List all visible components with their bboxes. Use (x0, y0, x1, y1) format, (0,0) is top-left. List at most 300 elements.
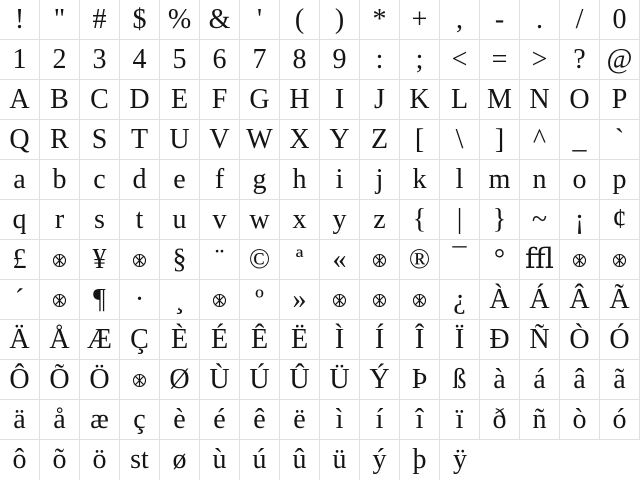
glyph-cell[interactable] (280, 160, 320, 200)
glyph: . (536, 4, 543, 35)
glyph-cell[interactable] (280, 280, 320, 320)
glyph-cell[interactable] (320, 120, 360, 160)
glyph: I (334, 84, 345, 115)
glyph: 8 (292, 44, 307, 75)
glyph: k (412, 164, 427, 195)
glyph-cell[interactable] (480, 120, 520, 160)
glyph: O (569, 84, 590, 115)
glyph-cell[interactable] (400, 320, 440, 360)
glyph: V (209, 124, 230, 155)
glyph-cell[interactable] (0, 240, 40, 280)
glyph: J (374, 84, 385, 115)
glyph-cell[interactable] (440, 240, 480, 280)
glyph-cell[interactable] (120, 240, 160, 280)
glyph-cell[interactable] (40, 200, 80, 240)
glyph: ¸ (174, 284, 185, 315)
glyph-cell[interactable] (200, 0, 240, 40)
glyph-cell[interactable] (400, 160, 440, 200)
glyph-cell[interactable] (0, 280, 40, 320)
glyph-cell[interactable] (600, 360, 640, 400)
glyph-cell[interactable] (120, 320, 160, 360)
glyph-cell[interactable] (400, 80, 440, 120)
glyph: w (249, 204, 270, 235)
glyph-cell[interactable] (40, 80, 80, 120)
glyph: 1 (12, 44, 27, 75)
glyph-cell[interactable] (120, 40, 160, 80)
glyph-cell[interactable] (320, 160, 360, 200)
glyph-cell[interactable] (120, 200, 160, 240)
glyph-cell[interactable] (80, 400, 120, 440)
glyph-cell[interactable] (400, 200, 440, 240)
glyph: ü (332, 444, 347, 475)
glyph: A (9, 84, 30, 115)
glyph-cell[interactable] (40, 360, 80, 400)
glyph: g (252, 164, 267, 195)
glyph-cell[interactable] (40, 280, 80, 320)
glyph-cell[interactable] (240, 0, 280, 40)
glyph-cell[interactable] (0, 160, 40, 200)
glyph-cell[interactable] (520, 120, 560, 160)
glyph-cell[interactable] (240, 200, 280, 240)
glyph-cell[interactable] (440, 160, 480, 200)
glyph-cell[interactable] (320, 240, 360, 280)
glyph: Â (569, 284, 590, 315)
glyph: Ø (169, 364, 190, 395)
glyph: ÿ (453, 444, 467, 475)
glyph: ﬄ (525, 244, 554, 275)
glyph-cell[interactable] (600, 240, 640, 280)
glyph-cell[interactable] (240, 280, 280, 320)
glyph-cell[interactable] (320, 280, 360, 320)
glyph-cell[interactable] (520, 80, 560, 120)
glyph-cell[interactable] (280, 40, 320, 80)
glyph-cell[interactable] (40, 400, 80, 440)
glyph: T (130, 124, 149, 155)
glyph-cell[interactable] (200, 320, 240, 360)
glyph-cell[interactable] (280, 0, 320, 40)
glyph-cell[interactable] (0, 0, 40, 40)
glyph: â (573, 364, 586, 395)
glyph-cell[interactable] (600, 0, 640, 40)
glyph-cell[interactable] (600, 160, 640, 200)
glyph-cell[interactable] (0, 120, 40, 160)
notdef-icon (132, 253, 147, 268)
glyph-cell[interactable] (440, 400, 480, 440)
glyph-cell[interactable] (600, 400, 640, 440)
glyph: st (130, 444, 149, 475)
glyph-cell[interactable] (320, 360, 360, 400)
glyph-cell[interactable] (520, 200, 560, 240)
glyph: / (575, 4, 584, 35)
glyph-cell[interactable] (200, 400, 240, 440)
glyph: û (292, 444, 307, 475)
glyph-cell[interactable] (320, 80, 360, 120)
glyph: à (493, 364, 506, 395)
glyph-cell[interactable] (520, 400, 560, 440)
glyph-cell[interactable] (160, 40, 200, 80)
glyph-cell[interactable] (480, 240, 520, 280)
glyph-cell[interactable] (360, 280, 400, 320)
glyph-cell[interactable] (160, 320, 200, 360)
glyph-cell[interactable] (520, 160, 560, 200)
glyph-cell[interactable] (240, 80, 280, 120)
glyph-cell[interactable] (120, 360, 160, 400)
glyph: # (92, 4, 107, 35)
glyph-cell[interactable] (520, 40, 560, 80)
glyph-cell[interactable] (480, 320, 520, 360)
glyph-cell[interactable] (0, 80, 40, 120)
glyph-cell[interactable] (80, 120, 120, 160)
glyph: Ä (9, 324, 30, 355)
empty-cell (560, 440, 600, 480)
glyph: q (12, 204, 27, 235)
glyph: ^ (532, 124, 547, 155)
glyph-cell[interactable] (160, 80, 200, 120)
glyph-cell[interactable] (360, 240, 400, 280)
glyph-cell[interactable] (240, 320, 280, 360)
glyph: Y (329, 124, 350, 155)
glyph-cell[interactable] (400, 400, 440, 440)
glyph-cell[interactable] (400, 120, 440, 160)
glyph-cell[interactable] (360, 400, 400, 440)
glyph-cell[interactable] (80, 0, 120, 40)
glyph-cell[interactable] (280, 200, 320, 240)
glyph-cell[interactable] (440, 80, 480, 120)
glyph-cell[interactable] (480, 280, 520, 320)
glyph: ® (408, 244, 431, 275)
glyph: Ë (290, 324, 309, 355)
glyph-cell[interactable] (520, 360, 560, 400)
glyph: } (492, 204, 507, 235)
glyph: £ (12, 244, 27, 275)
glyph: ï (455, 404, 464, 435)
glyph: U (169, 124, 190, 155)
glyph: Þ (411, 364, 428, 395)
glyph-cell[interactable] (560, 360, 600, 400)
glyph: ¥ (92, 244, 107, 275)
glyph-cell[interactable] (40, 0, 80, 40)
glyph: ø (172, 444, 187, 475)
glyph: 3 (92, 44, 107, 75)
glyph: í (375, 404, 384, 435)
glyph: Ò (569, 324, 590, 355)
glyph-cell[interactable] (360, 160, 400, 200)
glyph-cell[interactable] (400, 0, 440, 40)
glyph-cell[interactable] (120, 280, 160, 320)
glyph-cell[interactable] (320, 200, 360, 240)
glyph-cell[interactable] (360, 360, 400, 400)
glyph: l (455, 164, 464, 195)
glyph-cell[interactable] (200, 240, 240, 280)
glyph-cell[interactable] (240, 400, 280, 440)
glyph-cell[interactable] (80, 160, 120, 200)
glyph: & (208, 4, 231, 35)
glyph-cell[interactable] (440, 40, 480, 80)
glyph-cell[interactable] (160, 120, 200, 160)
glyph-cell[interactable] (240, 440, 280, 480)
glyph: 5 (172, 44, 187, 75)
glyph-cell[interactable] (560, 320, 600, 360)
glyph: e (173, 164, 186, 195)
glyph-cell[interactable] (80, 240, 120, 280)
glyph-cell[interactable] (600, 200, 640, 240)
glyph: ? (573, 44, 586, 75)
glyph-cell[interactable] (560, 80, 600, 120)
glyph-cell[interactable] (160, 280, 200, 320)
glyph-cell[interactable] (440, 280, 480, 320)
glyph-cell[interactable] (520, 240, 560, 280)
glyph-cell[interactable] (400, 240, 440, 280)
glyph: ç (133, 404, 146, 435)
glyph-cell[interactable] (0, 440, 40, 480)
glyph: 7 (252, 44, 267, 75)
glyph-cell[interactable] (320, 440, 360, 480)
glyph-cell[interactable] (320, 0, 360, 40)
glyph-cell[interactable] (400, 440, 440, 480)
empty-cell (600, 440, 640, 480)
glyph-cell[interactable] (560, 280, 600, 320)
glyph-cell[interactable] (120, 120, 160, 160)
glyph-cell[interactable] (600, 120, 640, 160)
glyph: ë (293, 404, 306, 435)
glyph-cell[interactable] (240, 240, 280, 280)
glyph: ä (13, 404, 26, 435)
glyph-cell[interactable] (600, 40, 640, 80)
glyph-cell[interactable] (360, 40, 400, 80)
glyph-cell[interactable] (320, 400, 360, 440)
glyph-cell[interactable] (480, 40, 520, 80)
glyph: Ñ (529, 324, 550, 355)
glyph-cell[interactable] (200, 40, 240, 80)
glyph-cell[interactable] (40, 240, 80, 280)
glyph: L (450, 84, 469, 115)
glyph-cell[interactable] (560, 120, 600, 160)
glyph-cell[interactable] (520, 320, 560, 360)
glyph-cell[interactable] (40, 40, 80, 80)
glyph: À (489, 284, 510, 315)
glyph-cell[interactable] (200, 80, 240, 120)
glyph-cell[interactable] (320, 320, 360, 360)
glyph-cell[interactable] (80, 440, 120, 480)
glyph: p (612, 164, 627, 195)
glyph-cell[interactable] (240, 160, 280, 200)
notdef-icon (52, 253, 67, 268)
glyph: ª (295, 244, 304, 275)
glyph-cell[interactable] (400, 360, 440, 400)
glyph-cell[interactable] (360, 200, 400, 240)
glyph: ¯ (452, 244, 467, 275)
glyph: o (572, 164, 587, 195)
glyph: ð (492, 404, 507, 435)
glyph: « (332, 244, 347, 275)
glyph-cell[interactable] (480, 400, 520, 440)
glyph-cell[interactable] (160, 240, 200, 280)
glyph: ö (92, 444, 107, 475)
glyph: ' (256, 4, 263, 35)
glyph: C (90, 84, 109, 115)
glyph: ù (212, 444, 227, 475)
glyph: ¶ (93, 284, 106, 315)
glyph-cell[interactable] (440, 200, 480, 240)
glyph: f (214, 164, 225, 195)
glyph: > (531, 44, 548, 75)
glyph: X (289, 124, 310, 155)
glyph: É (210, 324, 229, 355)
notdef-icon (132, 373, 147, 388)
glyph-cell[interactable] (280, 400, 320, 440)
glyph: ó (612, 404, 627, 435)
glyph-cell[interactable] (200, 200, 240, 240)
glyph-cell[interactable] (160, 200, 200, 240)
glyph-cell[interactable] (360, 120, 400, 160)
glyph-cell[interactable] (200, 280, 240, 320)
glyph: § (172, 244, 187, 275)
glyph-cell[interactable] (320, 40, 360, 80)
glyph: F (211, 84, 228, 115)
glyph: ñ (532, 404, 547, 435)
glyph: Ç (130, 324, 149, 355)
glyph: _ (572, 124, 587, 155)
glyph: y (332, 204, 347, 235)
glyph-cell[interactable] (360, 0, 400, 40)
glyph-cell[interactable] (120, 400, 160, 440)
glyph-cell[interactable] (0, 400, 40, 440)
glyph-cell[interactable] (280, 440, 320, 480)
glyph: x (292, 204, 307, 235)
notdef-icon (52, 293, 67, 308)
glyph: m (488, 164, 511, 195)
glyph-cell[interactable] (360, 440, 400, 480)
glyph-cell[interactable] (440, 360, 480, 400)
glyph-cell[interactable] (360, 80, 400, 120)
glyph: B (50, 84, 69, 115)
glyph: Ú (249, 364, 270, 395)
glyph-cell[interactable] (520, 0, 560, 40)
glyph: t (135, 204, 144, 235)
glyph: è (173, 404, 186, 435)
glyph-cell[interactable] (80, 200, 120, 240)
glyph: D (129, 84, 150, 115)
glyph-cell[interactable] (80, 280, 120, 320)
glyph-cell[interactable] (600, 320, 640, 360)
glyph: [ (414, 124, 425, 155)
glyph-cell[interactable] (480, 360, 520, 400)
glyph-cell[interactable] (40, 320, 80, 360)
glyph: % (167, 4, 192, 35)
glyph-cell[interactable] (200, 120, 240, 160)
glyph-cell[interactable] (560, 0, 600, 40)
glyph-cell[interactable] (160, 400, 200, 440)
glyph-cell[interactable] (200, 360, 240, 400)
glyph-cell[interactable] (80, 360, 120, 400)
glyph: ° (493, 244, 506, 275)
glyph: ô (12, 444, 27, 475)
glyph-cell[interactable] (600, 280, 640, 320)
glyph-cell[interactable] (120, 0, 160, 40)
glyph: Û (289, 364, 310, 395)
glyph-cell[interactable] (280, 120, 320, 160)
glyph-cell[interactable] (480, 80, 520, 120)
glyph: ; (415, 44, 424, 75)
glyph-cell[interactable] (280, 240, 320, 280)
glyph-cell[interactable] (240, 360, 280, 400)
glyph: @ (606, 44, 633, 75)
glyph-cell[interactable] (240, 120, 280, 160)
glyph-cell[interactable] (560, 200, 600, 240)
glyph-cell[interactable] (480, 0, 520, 40)
glyph-cell[interactable] (120, 80, 160, 120)
glyph: ã (613, 364, 626, 395)
glyph: b (52, 164, 67, 195)
glyph-cell[interactable] (80, 320, 120, 360)
glyph-cell[interactable] (360, 320, 400, 360)
glyph: d (132, 164, 147, 195)
glyph: 0 (612, 4, 627, 35)
glyph: i (335, 164, 344, 195)
glyph-cell[interactable] (80, 80, 120, 120)
glyph-cell[interactable] (0, 200, 40, 240)
glyph-cell[interactable] (560, 240, 600, 280)
glyph-cell[interactable] (0, 320, 40, 360)
glyph-cell[interactable] (40, 160, 80, 200)
glyph-cell[interactable] (0, 360, 40, 400)
glyph-cell[interactable] (40, 440, 80, 480)
notdef-icon (372, 253, 387, 268)
glyph-cell[interactable] (400, 40, 440, 80)
glyph-cell[interactable] (560, 40, 600, 80)
glyph-cell[interactable] (160, 160, 200, 200)
glyph-cell[interactable] (120, 160, 160, 200)
glyph-cell[interactable] (80, 40, 120, 80)
glyph-cell[interactable] (440, 120, 480, 160)
glyph: * (372, 4, 387, 35)
glyph-cell[interactable] (160, 440, 200, 480)
glyph-cell[interactable] (0, 40, 40, 80)
glyph-cell[interactable] (280, 360, 320, 400)
glyph-cell[interactable] (560, 160, 600, 200)
glyph-cell[interactable] (40, 120, 80, 160)
glyph: + (411, 4, 428, 35)
glyph: Ì (334, 324, 345, 355)
glyph: , (456, 4, 463, 35)
glyph: ( (294, 4, 305, 35)
glyph-cell[interactable] (120, 440, 160, 480)
glyph-cell[interactable] (160, 0, 200, 40)
glyph-cell[interactable] (200, 440, 240, 480)
glyph-cell[interactable] (400, 280, 440, 320)
glyph-cell[interactable] (240, 40, 280, 80)
glyph-cell[interactable] (520, 280, 560, 320)
glyph: Ù (209, 364, 230, 395)
glyph-cell[interactable] (480, 200, 520, 240)
glyph-cell[interactable] (280, 320, 320, 360)
glyph: þ (412, 444, 427, 475)
glyph: n (532, 164, 547, 195)
glyph-cell[interactable] (600, 80, 640, 120)
glyph: | (456, 204, 463, 235)
glyph: Ü (329, 364, 350, 395)
glyph-cell[interactable] (160, 360, 200, 400)
glyph-cell[interactable] (440, 0, 480, 40)
glyph-cell[interactable] (440, 320, 480, 360)
glyph: » (292, 284, 307, 315)
glyph-cell[interactable] (280, 80, 320, 120)
glyph: È (170, 324, 189, 355)
glyph-cell[interactable] (560, 400, 600, 440)
glyph-cell[interactable] (480, 160, 520, 200)
glyph-cell[interactable] (440, 440, 480, 480)
glyph-cell[interactable] (200, 160, 240, 200)
